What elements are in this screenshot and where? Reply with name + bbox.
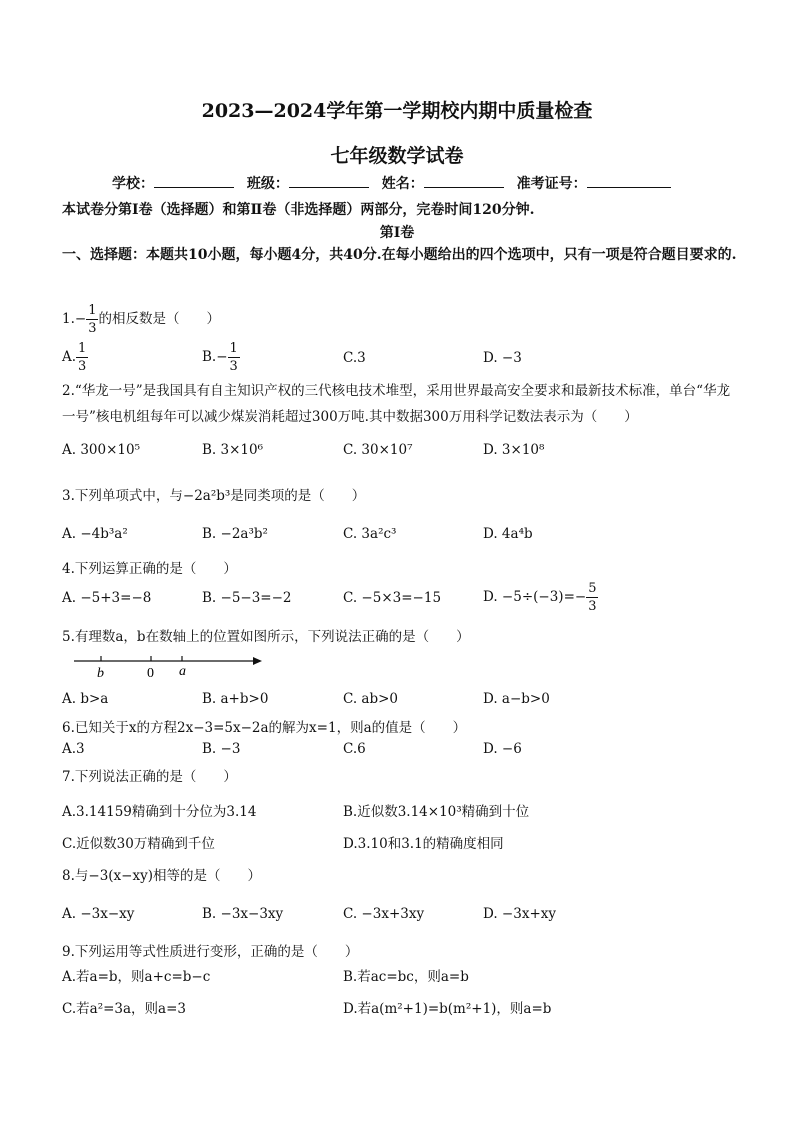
question-2: 2.“华龙一号”是我国具有自主知识产权的三代核电技术堆型，采用世界最高安全要求和最新技术标准，单台“华龙一号”核电机组每年可以减少煤炭消耗超过300万吨.其中数据300万用科学记数法表示为（ ） (62, 383, 731, 425)
class-field[interactable] (289, 173, 369, 188)
q9-option-d[interactable]: D.若a(m²+1)=b(m²+1)，则a=b (343, 1001, 552, 1017)
q5-option-b[interactable]: B. a+b>0 (202, 691, 269, 707)
point-a-label: a (179, 664, 186, 679)
q8-option-b[interactable]: B. −3x−3xy (202, 906, 284, 922)
q1-numerator: 1 (88, 303, 97, 318)
q1-option-a-den: 3 (78, 359, 87, 374)
q6-option-a[interactable]: A.3 (62, 741, 85, 757)
question-1 (62, 304, 220, 335)
q1-option-a-num: 1 (78, 341, 87, 356)
q4-option-d[interactable] (483, 582, 598, 613)
q9-option-c[interactable]: C.若a²=3a，则a=3 (62, 1001, 186, 1017)
name-label: 姓名： (381, 176, 424, 192)
q8-option-a[interactable]: A. −3x−xy (62, 906, 135, 922)
q4-option-d-den: 3 (588, 599, 597, 614)
q4-option-b[interactable]: B. −5−3=−2 (202, 590, 292, 606)
part-one-heading: 第Ⅰ卷 (379, 225, 415, 241)
q3-option-b[interactable]: B. −2a³b² (202, 526, 268, 542)
q5-option-d[interactable]: D. a−b>0 (483, 691, 550, 707)
q1-option-b-label: B.− (202, 349, 228, 365)
student-info-row (112, 173, 679, 193)
q6-option-d[interactable]: D. −6 (483, 741, 522, 757)
q5-option-c[interactable]: C. ab>0 (343, 691, 399, 707)
section-one-heading: 一、选择题：本题共10小题，每小题4分，共40分.在每小题给出的四个选项中，只有一项是符合题目要求的. (62, 247, 737, 263)
q3-option-a[interactable]: A. −4b³a² (62, 526, 128, 542)
question-7: 7.下列说法正确的是（ ） (62, 769, 237, 785)
q7-option-b[interactable]: B.近似数3.14×10³精确到十位 (343, 804, 530, 820)
q1-option-b-num: 1 (229, 341, 238, 356)
q7-option-a[interactable]: A.3.14159精确到十分位为3.14 (62, 804, 257, 820)
class-label: 班级： (246, 176, 289, 192)
exam-intro: 本试卷分第Ⅰ卷（选择题）和第Ⅱ卷（非选择题）两部分，完卷时间120分钟. (62, 202, 535, 218)
q1-option-c[interactable]: C.3 (343, 350, 366, 366)
exam-id-field[interactable] (587, 173, 671, 188)
q1-option-b-fraction (228, 342, 240, 373)
q2-option-b[interactable]: B. 3×10⁶ (202, 442, 263, 458)
q1-option-b-den: 3 (229, 359, 238, 374)
q6-option-c[interactable]: C.6 (343, 741, 366, 757)
q4-option-d-num: 5 (588, 581, 597, 596)
q7-option-c[interactable]: C.近似数30万精确到千位 (62, 836, 215, 852)
q4-option-c[interactable]: C. −5×3=−15 (343, 590, 442, 606)
point-b-label: b (97, 666, 104, 681)
q3-option-d[interactable]: D. 4a⁴b (483, 526, 533, 542)
q1-suffix: 的相反数是（ ） (98, 311, 220, 327)
origin-label: 0 (147, 666, 154, 681)
q4-option-d-fraction (586, 582, 598, 613)
q6-option-b[interactable]: B. −3 (202, 741, 241, 757)
q4-option-a[interactable]: A. −5+3=−8 (62, 590, 152, 606)
q1-option-a-label: A. (62, 349, 77, 365)
q8-option-d[interactable]: D. −3x+xy (483, 906, 556, 922)
q1-option-b[interactable] (202, 342, 240, 373)
question-4: 4.下列运算正确的是（ ） (62, 561, 237, 577)
question-8: 8.与−3(x−xy)相等的是（ ） (62, 868, 261, 884)
exam-subtitle: 七年级数学试卷 (330, 145, 464, 167)
q3-option-c[interactable]: C. 3a²c³ (343, 526, 397, 542)
q1-option-a[interactable] (62, 342, 88, 373)
exam-title: 2023—2024学年第一学期校内期中质量检查 (201, 100, 593, 122)
q7-option-d[interactable]: D.3.10和3.1的精确度相同 (343, 836, 504, 852)
q4-option-d-label: D. −5÷(−3)=− (483, 589, 587, 605)
q8-option-c[interactable]: C. −3x+3xy (343, 906, 425, 922)
q1-fraction (86, 304, 98, 335)
q9-option-a[interactable]: A.若a=b，则a+c=b−c (62, 969, 211, 985)
q5-option-a[interactable]: A. b>a (62, 691, 109, 707)
school-label: 学校： (112, 176, 154, 192)
q2-option-c[interactable]: C. 30×10⁷ (343, 442, 413, 458)
q1-option-a-fraction (76, 342, 88, 373)
q1-option-d[interactable]: D. −3 (483, 350, 522, 366)
q9-option-b[interactable]: B.若ac=bc，则a=b (343, 969, 469, 985)
name-field[interactable] (424, 173, 504, 188)
number-line-figure (70, 650, 270, 682)
question-9: 9.下列运用等式性质进行变形，正确的是（ ） (62, 944, 359, 960)
school-field[interactable] (154, 173, 234, 188)
q2-option-d[interactable]: D. 3×10⁸ (483, 442, 545, 458)
q1-denominator: 3 (88, 321, 97, 336)
q2-option-a[interactable]: A. 300×10⁵ (62, 442, 141, 458)
q1-prefix: 1.− (62, 311, 87, 327)
question-6: 6.已知关于x的方程2x−3=5x−2a的解为x=1，则a的值是（ ） (62, 720, 467, 736)
number-line-arrow (253, 657, 262, 665)
question-5: 5.有理数a，b在数轴上的位置如图所示，下列说法正确的是（ ） (62, 629, 470, 645)
exam-id-label: 准考证号： (516, 176, 587, 192)
question-3: 3.下列单项式中，与−2a²b³是同类项的是（ ） (62, 488, 366, 504)
